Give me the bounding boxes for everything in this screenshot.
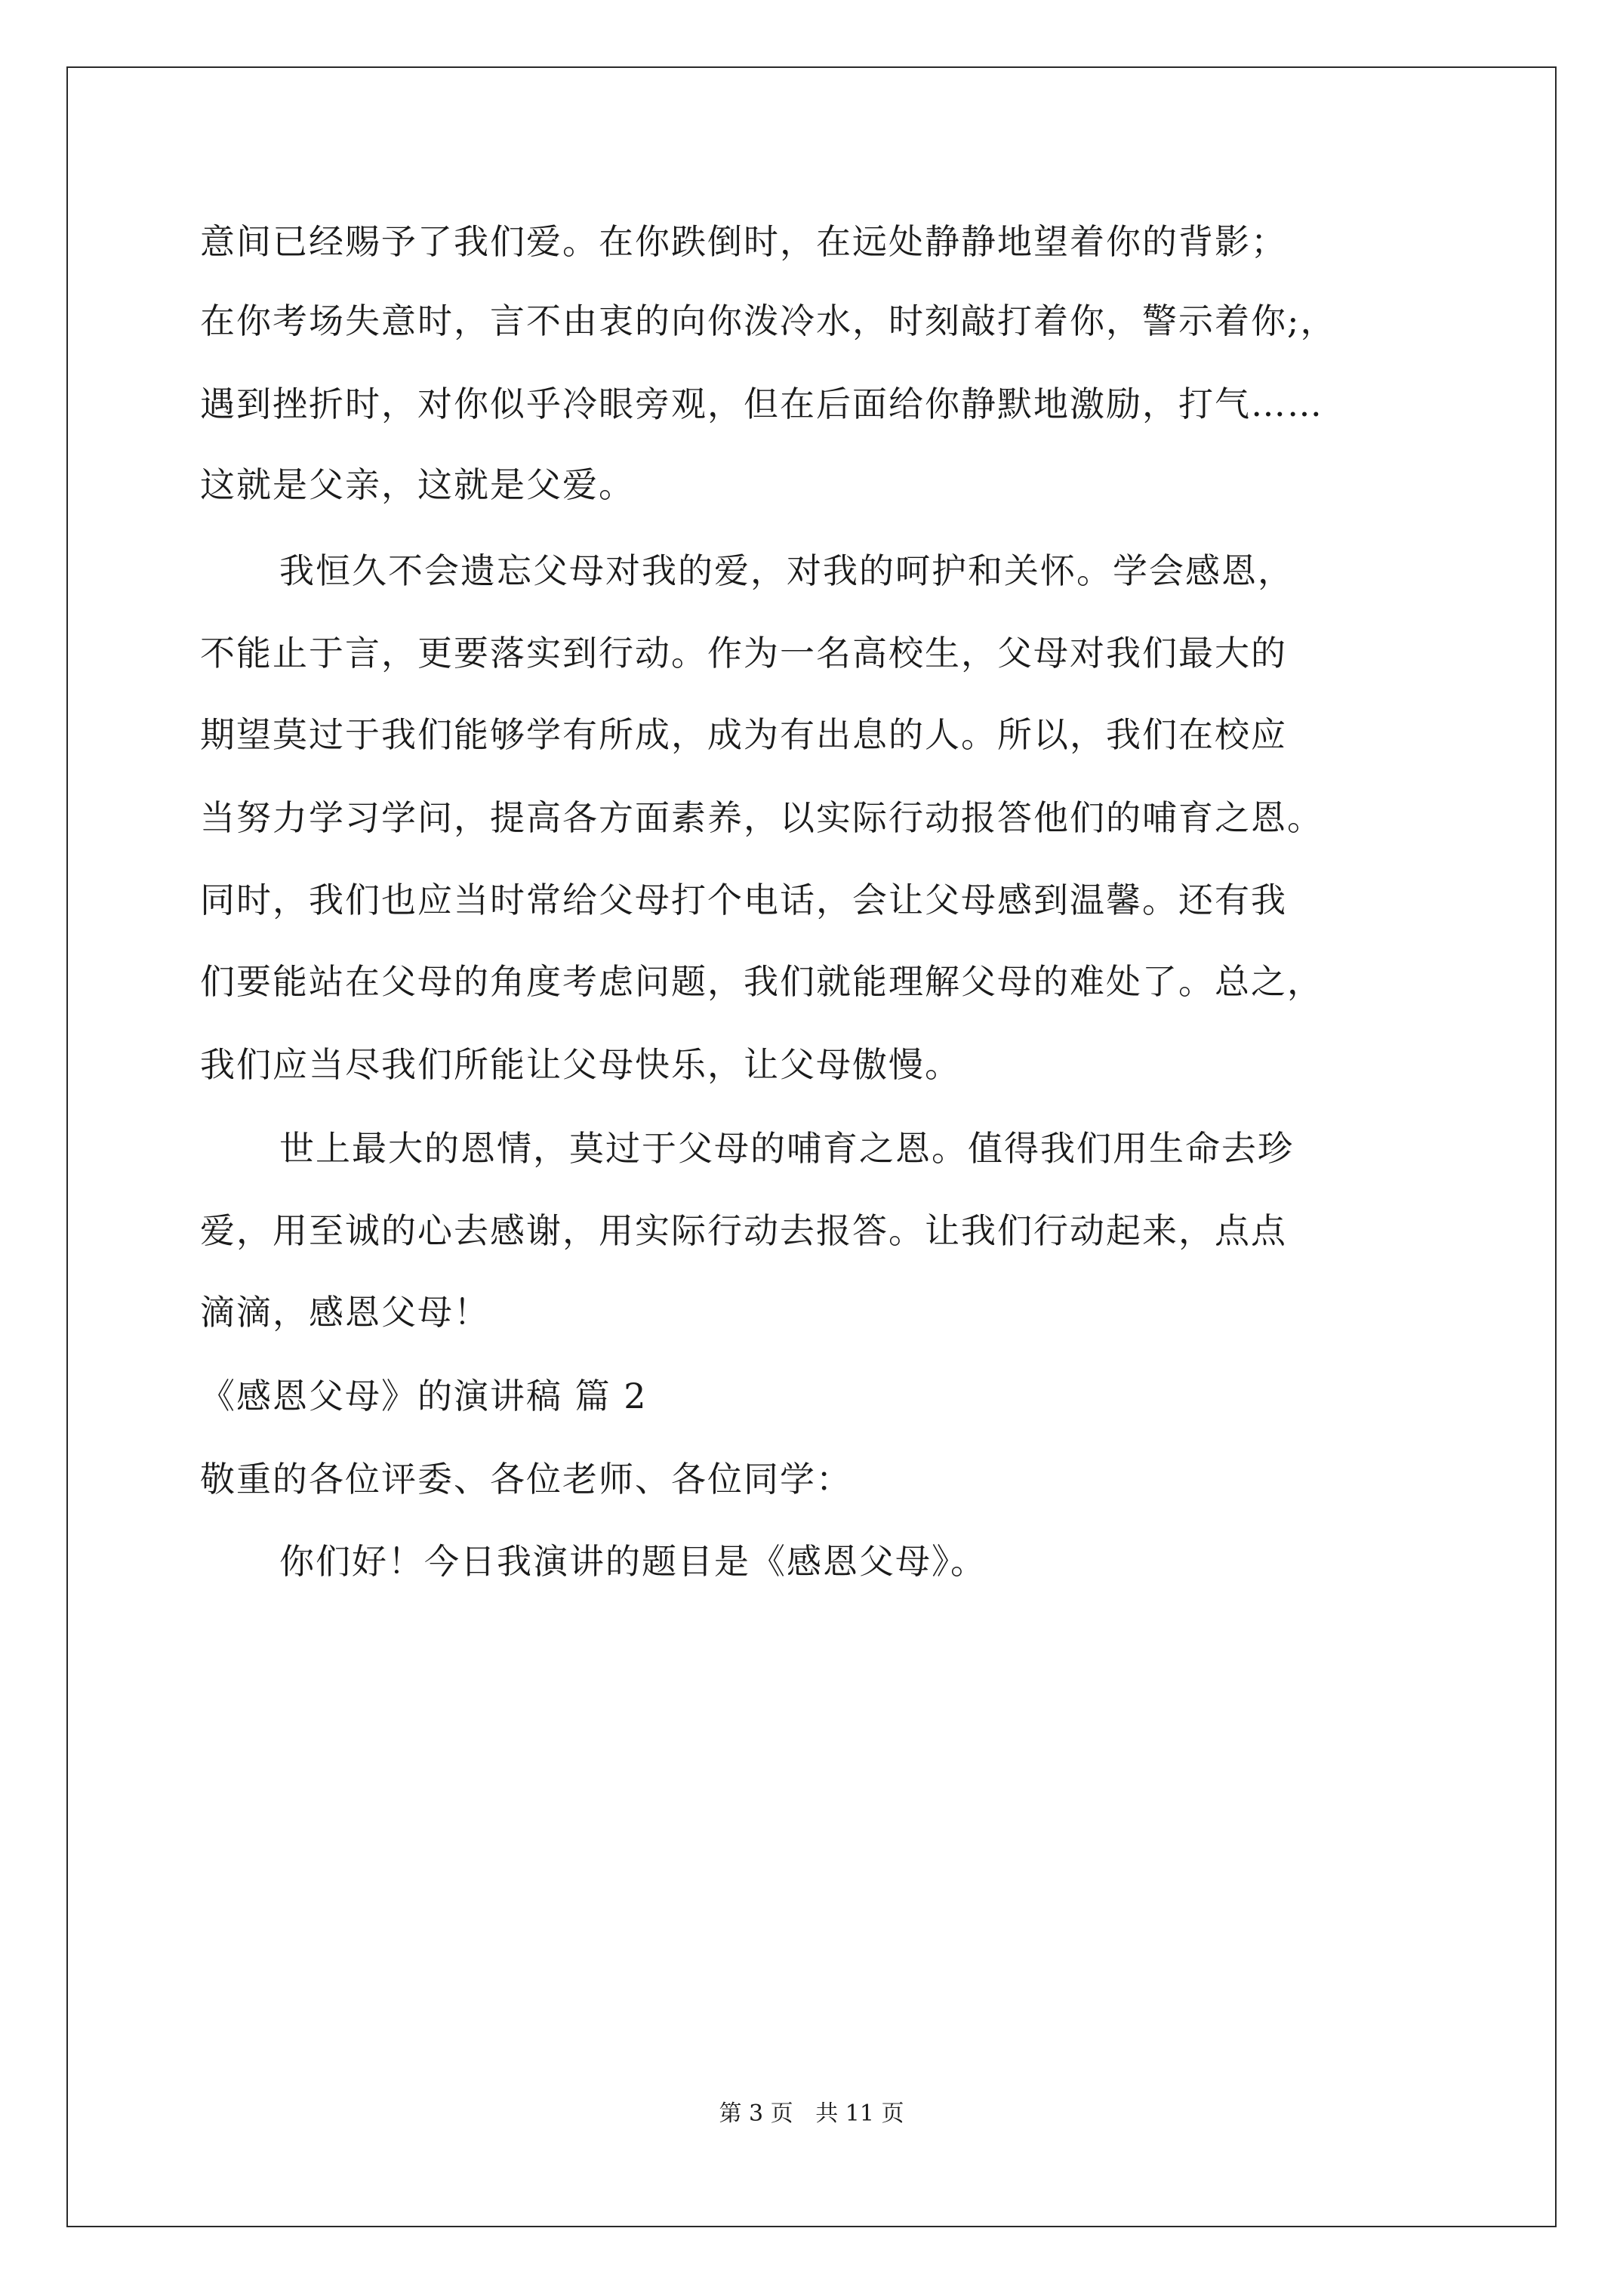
body-line: 期望莫过于我们能够学有所成，成为有出息的人。所以，我们在校应 [200,714,1287,755]
body-line: 滴滴，感恩父母！ [200,1292,490,1333]
body-line: 们要能站在父母的角度考虑问题，我们就能理解父母的难处了。总之， [200,961,1323,1002]
body-line: 爱，用至诚的心去感谢，用实际行动去报答。让我们行动起来，点点 [200,1210,1287,1251]
page-number: 第 3 页 [719,2100,793,2127]
page-footer [0,2099,1623,2129]
body-line: 当努力学习学问，提高各方面素养，以实际行动报答他们的哺育之恩。 [200,797,1323,838]
body-line: 遇到挫折时，对你似乎冷眼旁观，但在后面给你静默地激励，打气…… [200,384,1323,424]
section-heading: 《感恩父母》的演讲稿 篇 2 [200,1376,648,1416]
body-line: 在你考场失意时，言不由衷的向你泼冷水，时刻敲打着你，警示着你;， [200,300,1337,341]
body-line: 意间已经赐予了我们爱。在你跌倒时，在远处静静地望着你的背影； [200,221,1287,262]
body-line: 我们应当尽我们所能让父母快乐，让父母傲慢。 [200,1044,961,1085]
body-line: 世上最大的恩情，莫过于父母的哺育之恩。值得我们用生命去珍 [279,1128,1294,1169]
body-line: 不能止于言，更要落实到行动。作为一名高校生，父母对我们最大的 [200,633,1287,673]
page-total: 共 11 页 [815,2100,904,2127]
body-line: 这就是父亲，这就是父爱。 [200,464,635,505]
body-line: 你们好！今日我演讲的题目是《感恩父母》。 [279,1541,987,1582]
body-line: 我恒久不会遗忘父母对我的爱，对我的呵护和关怀。学会感恩， [279,550,1294,591]
salutation: 敬重的各位评委、各位老师、各位同学： [200,1459,852,1499]
body-line: 同时，我们也应当时常给父母打个电话，会让父母感到温馨。还有我 [200,880,1287,920]
